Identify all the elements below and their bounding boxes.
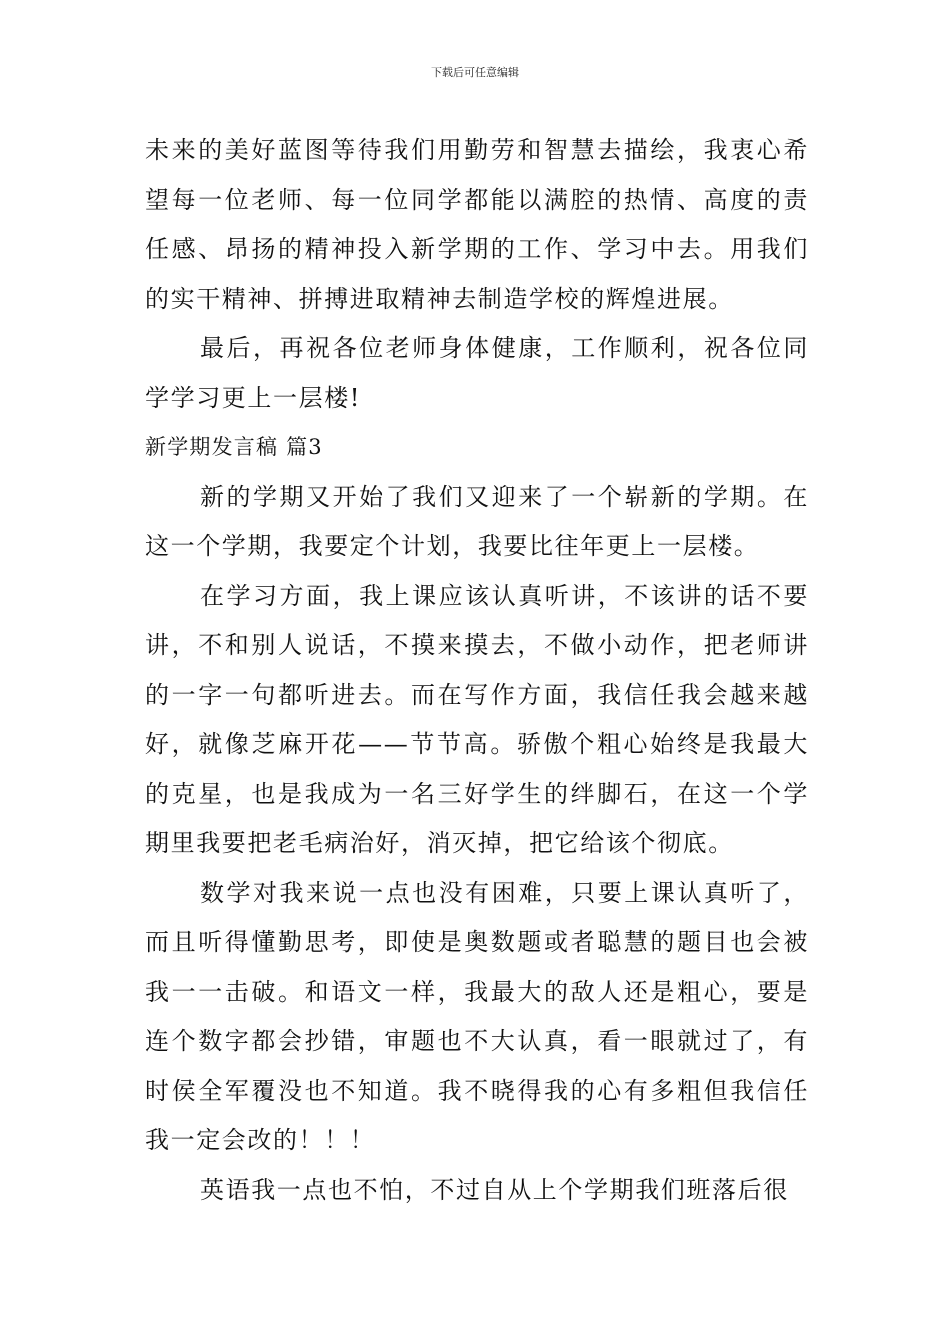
document-body [145, 126, 809, 1215]
paragraph-closing: 最后，再祝各位老师身体健康，工作顺利，祝各位同学学习更上一层楼! [145, 334, 809, 412]
paragraph-english: 英语我一点也不怕，不过自从上个学期我们班落后很 [200, 1175, 789, 1204]
paragraph-math: 数学对我来说一点也没有困难，只要上课认真听了，而且听得懂勤思考，即使是奥数题或者聪慧的题目也会被我一一击破。和语文一样，我最大的敌人还是粗心，要是连个数字都会抄错，审题也不大认真，看一眼就过了，有时侯全军覆没也不知道。我不晓得我的心有多粗但我信任我一定会改的！！！ [145, 878, 809, 1154]
paragraph-study: 在学习方面，我上课应该认真听讲，不该讲的话不要讲，不和别人说话，不摸来摸去，不做小动作，把老师讲的一字一句都听进去。而在写作方面，我信任我会越来越好，就像芝麻开花——节节高。骄傲个粗心始终是我最大的克星，也是我成为一名三好学生的绊脚石，在这一个学期里我要把老毛病治好，消灭掉，把它给该个彻底。 [145, 581, 809, 857]
page-header: 下载后可任意编辑 [431, 66, 519, 79]
paragraph-intro: 新的学期又开始了我们又迎来了一个崭新的学期。在这一个学期，我要定个计划，我要比往年更上一层楼。 [145, 482, 809, 560]
section-heading: 新学期发言稿 篇3 [145, 435, 323, 459]
paragraph-continued: 未来的美好蓝图等待我们用勤劳和智慧去描绘，我衷心希望每一位老师、每一位同学都能以满腔的热情、高度的责任感、昂扬的精神投入新学期的工作、学习中去。用我们的实干精神、拼搏进取精神去制造学校的辉煌进展。 [145, 136, 809, 313]
